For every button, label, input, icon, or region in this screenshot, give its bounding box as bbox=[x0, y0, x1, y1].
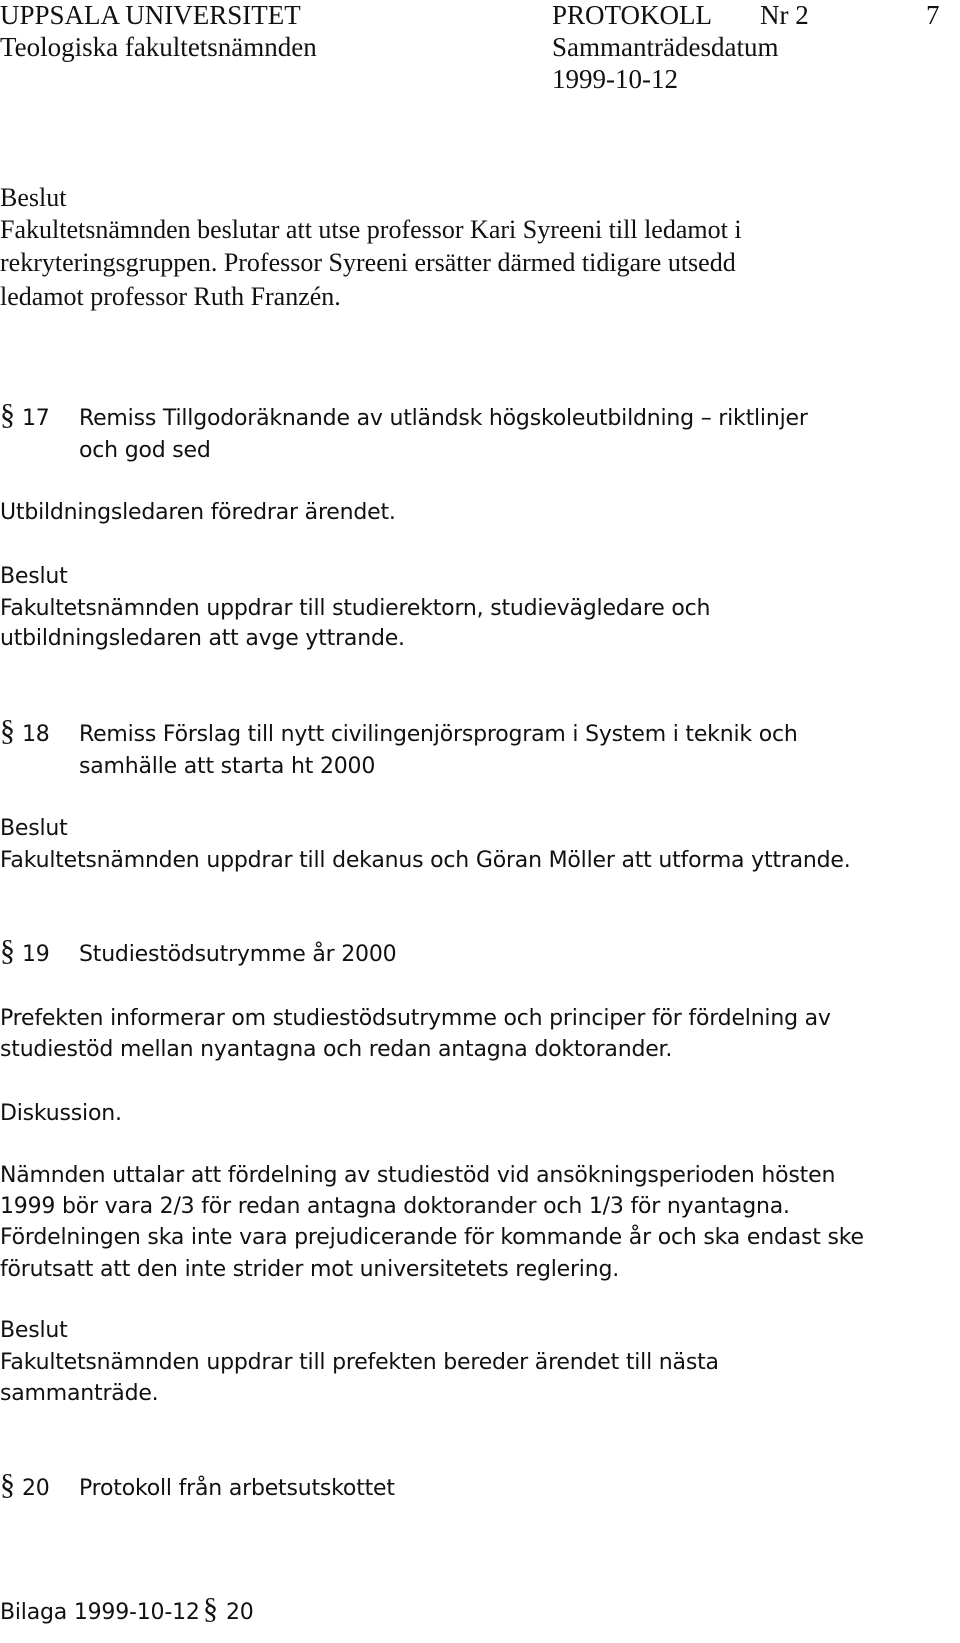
section-number: 20 bbox=[22, 1476, 50, 1501]
section-symbol: § bbox=[0, 1468, 15, 1501]
section-number: 18 bbox=[22, 722, 50, 747]
section-title: Protokoll från arbetsutskottet bbox=[79, 1476, 395, 1501]
protocol-label: PROTOKOLL bbox=[552, 0, 713, 30]
section-symbol: § bbox=[203, 1592, 218, 1625]
section-title: samhälle att starta ht 2000 bbox=[79, 754, 376, 779]
paragraph-line: rekryteringsgruppen. Professor Syreeni ersätter därmed tidigare utsedd bbox=[0, 248, 736, 277]
paragraph-line: Fakultetsnämnden uppdrar till dekanus och Göran Möller att utforma yttrande. bbox=[0, 848, 851, 873]
paragraph-line: Prefekten informerar om studiestödsutrymme och principer för fördelning av bbox=[0, 1006, 831, 1031]
paragraph-line: Fakultetsnämnden uppdrar till studierektorn, studievägledare och bbox=[0, 596, 711, 621]
paragraph-line: 1999 bör vara 2/3 för redan antagna doktorander och 1/3 för nyantagna. bbox=[0, 1194, 790, 1219]
paragraph-line: Utbildningsledaren föredrar ärendet. bbox=[0, 500, 396, 525]
paragraph-line: Fakultetsnämnden beslutar att utse professor Kari Syreeni till ledamot i bbox=[0, 215, 742, 244]
faculty-name: Teologiska fakultetsnämnden bbox=[0, 32, 317, 62]
page-number: 7 bbox=[926, 0, 940, 30]
protocol-number: Nr 2 bbox=[760, 0, 809, 30]
decision-heading: Beslut bbox=[0, 1318, 68, 1343]
section-symbol: § bbox=[0, 714, 15, 747]
decision-heading: Beslut bbox=[0, 816, 68, 841]
paragraph-line: ledamot professor Ruth Franzén. bbox=[0, 282, 341, 311]
section-title: Studiestödsutrymme år 2000 bbox=[79, 942, 397, 967]
paragraph-line: Fakultetsnämnden uppdrar till prefekten bereder ärendet till nästa bbox=[0, 1350, 719, 1375]
section-title: Remiss Tillgodoräknande av utländsk högskoleutbildning – riktlinjer bbox=[79, 406, 808, 431]
paragraph-line: Fördelningen ska inte vara prejudicerande för kommande år och ska endast ske bbox=[0, 1225, 864, 1250]
section-number: 17 bbox=[22, 406, 50, 431]
section-symbol: § bbox=[0, 398, 15, 431]
section-title: och god sed bbox=[79, 438, 211, 463]
paragraph-line: sammanträde. bbox=[0, 1381, 159, 1406]
attachment-prefix: Bilaga 1999-10-12 bbox=[0, 1600, 200, 1625]
paragraph-line: Nämnden uttalar att fördelning av studiestöd vid ansökningsperioden hösten bbox=[0, 1163, 836, 1188]
section-number: 19 bbox=[22, 942, 50, 967]
section-symbol: § bbox=[0, 934, 15, 967]
university-name: UPPSALA UNIVERSITET bbox=[0, 0, 301, 30]
paragraph-line: utbildningsledaren att avge yttrande. bbox=[0, 626, 405, 651]
section-title: Remiss Förslag till nytt civilingenjörsprogram i System i teknik och bbox=[79, 722, 798, 747]
attachment-section-number: 20 bbox=[226, 1600, 254, 1625]
paragraph-line: Diskussion. bbox=[0, 1101, 122, 1126]
meeting-date-label: Sammanträdesdatum bbox=[552, 32, 779, 62]
decision-heading: Beslut bbox=[0, 183, 67, 212]
meeting-date: 1999-10-12 bbox=[552, 64, 678, 94]
paragraph-line: studiestöd mellan nyantagna och redan antagna doktorander. bbox=[0, 1037, 673, 1062]
decision-heading: Beslut bbox=[0, 564, 68, 589]
paragraph-line: förutsatt att den inte strider mot universitetets reglering. bbox=[0, 1257, 620, 1282]
